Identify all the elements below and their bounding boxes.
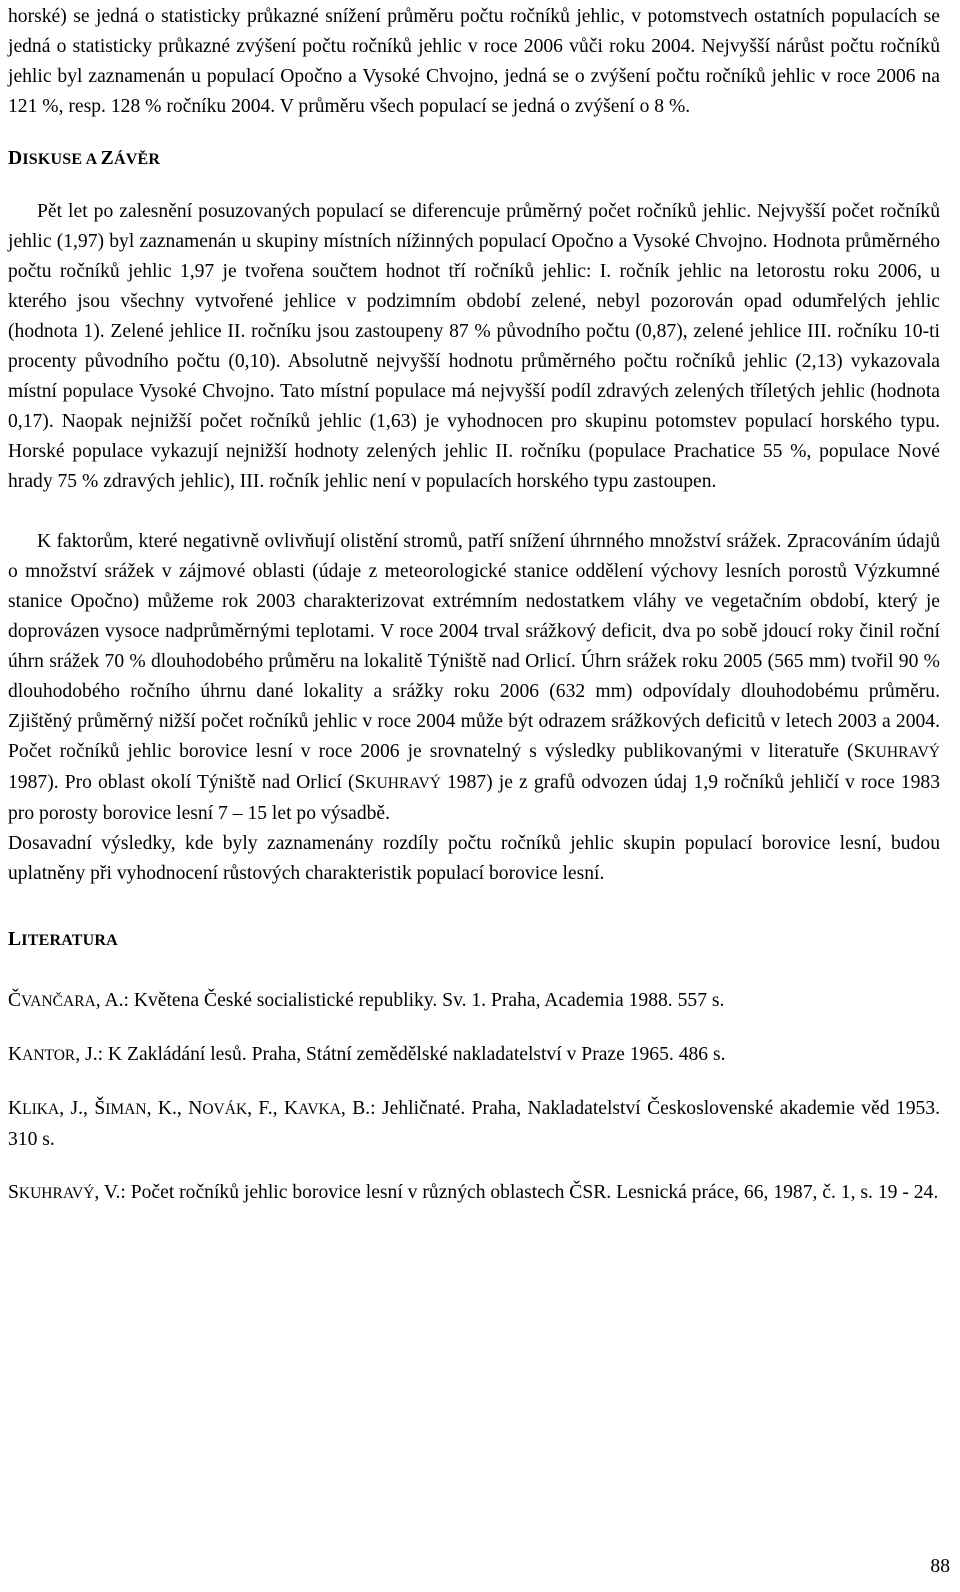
paragraph-text: 1987). Pro oblast okolí Týniště nad Orlicí ( xyxy=(8,772,355,793)
page-content xyxy=(8,2,940,1209)
discussion-paragraph-2 xyxy=(8,527,940,829)
spacer xyxy=(8,889,940,925)
author-rest: OVÁK xyxy=(202,1101,248,1118)
paragraph-text: K faktorům, které negativně ovlivňují olistění stromů, patří snížení úhrnného množství srážek. Zpracováním údajů o množství srážek v zájmové oblasti (údaje z meteorologické stanice oddělení výchovy lesních porostů Výzkumné stanice Opočno) můžeme rok 2003 charakterizovat extrémním nedostatkem vláhy ve vegetačním období, který je doprovázen vysoce nadprůměrnými teplotami. V roce 2004 trval srážkový deficit, dva po sobě jdoucí roky činil roční úhrn srážek 70 % dlouhodobého průměru na lokalitě Týniště nad Orlicí. Úhrn srážek roku 2005 (565 mm) tvořil 90 % dlouhodobého ročního úhrnu dané lokality a srážky roku 2006 (632 mm) odpovídaly dlouhodobému průměru. Zjištěný průměrný nižší počet ročníků jehlic v roce 2004 může být odrazem srážkových deficitů v letech 2003 a 2004. Počet ročníků jehlic borovice lesní v roce 2006 je srovnatelný s výsledky publikovanými v literatuře ( xyxy=(8,531,940,762)
reference-author xyxy=(188,1098,284,1119)
heading-rest: ÁVĚR xyxy=(113,151,161,168)
literature-heading xyxy=(8,925,940,956)
author-rest: AVKA xyxy=(298,1101,341,1118)
discussion-paragraph-1: Pět let po zalesnění posuzovaných populací se diferencuje průměrný počet ročníků jehlic. Nejvyšší počet ročníků jehlic (1,97) byl zaznamenán u skupiny místních nížinných populací Opočno a Vysoké Chvojno. Hodnota průměrného počtu ročníků jehlic 1,97 je tvořena součtem hodnot tří ročníků jehlic: I. ročník jehlic na letorostu roku 2006, u kterého jsou všechny vytvořené jehlice v podzimním období zelené, nebyl pozorován opad odumřelých jehlic (hodnota 1). Zelené jehlice II. ročníku jsou zastoupeny 87 % původního počtu (0,87), zelené jehlice III. ročníku 10-ti procenty původního počtu (0,10). Absolutně nejvyšší hodnotu průměrného počtu ročníků jehlic (2,13) vykazovala místní populace Vysoké Chvojno. Tato místní populace má nejvyšší podíl zdravých zelených tříletých jehlic (hodnota 0,17). Naopak nejnižší počet ročníků jehlic (1,63) je vyhodnocen pro skupinu potomstev populací horského typu. Horské populace vykazují nejnižší hodnoty zelených jehlic II. ročníku (populace Prachatice 55 %, populace Nové hrady 75 % zdravých jehlic), III. ročník jehlic není v populacích horského typu zastoupen. xyxy=(8,201,940,492)
reference-item xyxy=(8,1094,940,1155)
author-initials: , K., xyxy=(146,1098,189,1119)
author-rest: VANČARA xyxy=(21,993,96,1010)
author-initials: , J., xyxy=(59,1098,95,1119)
author-initials: , J. xyxy=(75,1044,98,1065)
citation-cap: S xyxy=(354,772,366,793)
author-cap: K xyxy=(8,1098,23,1119)
reference-author xyxy=(94,1098,188,1119)
reference-author xyxy=(8,1098,94,1119)
author-cap: Š xyxy=(94,1098,106,1119)
reference-author xyxy=(8,990,124,1011)
author-initials: , F., xyxy=(247,1098,284,1119)
reference-author xyxy=(8,1044,98,1065)
reference-text: : Počet ročníků jehlic borovice lesní v různých oblastech ČSR. Lesnická práce, 66, 1987, č. 1, s. 19 - 24. xyxy=(120,1182,939,1203)
spacer xyxy=(8,1155,940,1178)
reference-text: : Jehličnaté. Praha, Nakladatelství Československé akademie věd 1953. 310 s. xyxy=(8,1098,940,1150)
intro-paragraph: horské) se jedná o statisticky průkazné snížení průměru počtu ročníků jehlic, v potomstvech ostatních populacích se jedná o statisticky průkazné zvýšení počtu ročníků jehlic v roce 2006 vůči roku 2004. Nejvyšší nárůst počtu ročníků jehlic byl zaznamenán u populací Opočno a Vysoké Chvojno, jedná se o zvýšení počtu ročníků jehlic v roce 2006 na 121 %, resp. 128 % ročníku 2004. V průměru všech populací se jedná o zvýšení o 8 %. xyxy=(8,6,940,117)
author-rest: IMAN xyxy=(105,1101,147,1118)
reference-author xyxy=(284,1098,370,1119)
spacer xyxy=(8,956,940,986)
author-initials: , B. xyxy=(340,1098,371,1119)
reference-text: : Květena České socialistické republiky. Sv. 1. Praha, Academia 1988. 557 s. xyxy=(123,990,725,1011)
heading-cap: Z xyxy=(100,148,114,169)
page-number: 88 xyxy=(930,1556,950,1577)
paragraph-text: 1987) je z grafů odvozen údaj 1,9 ročníků jehličí v roce 1983 pro porosty borovice lesní 7 – 15 let po výsadbě. xyxy=(8,772,940,824)
spacer xyxy=(8,497,940,527)
author-cap: Č xyxy=(8,990,22,1011)
citation-rest: KUHRAVÝ xyxy=(864,744,940,761)
discussion-paragraph-3: Dosavadní výsledky, kde byly zaznamenány rozdíly počtu ročníků jehlic skupin populací borovice lesní, budou uplatněny při vyhodnocení růstových charakteristik populací borovice lesní. xyxy=(8,833,940,884)
citation-cap: S xyxy=(853,741,865,762)
heading-cap: D xyxy=(8,148,23,169)
reference-list xyxy=(8,956,940,1209)
author-initials: , A. xyxy=(95,990,124,1011)
spacer xyxy=(8,175,940,197)
citation-author xyxy=(854,741,940,762)
spacer xyxy=(8,1071,940,1094)
citation-author xyxy=(354,772,440,793)
reference-author xyxy=(8,1182,120,1203)
heading-cap: L xyxy=(8,929,22,950)
author-rest: ANTOR xyxy=(22,1047,76,1064)
reference-item xyxy=(8,986,940,1017)
reference-item xyxy=(8,1040,940,1071)
author-rest: LIKA xyxy=(22,1101,60,1118)
spacer xyxy=(8,122,940,144)
author-cap: S xyxy=(8,1182,19,1203)
reference-text: : K Zakládání lesů. Praha, Státní zemědělské nakladatelství v Praze 1965. 486 s. xyxy=(97,1044,726,1065)
citation-rest: KUHRAVÝ xyxy=(365,775,441,792)
reference-item xyxy=(8,1178,940,1209)
author-cap: K xyxy=(283,1098,299,1119)
spacer xyxy=(8,1017,940,1040)
heading-rest: ISKUSE A xyxy=(22,151,101,168)
discussion-heading xyxy=(8,144,940,175)
author-cap: N xyxy=(188,1098,203,1119)
heading-rest: ITERATURA xyxy=(21,932,118,949)
author-cap: K xyxy=(8,1044,23,1065)
author-rest: KUHRAVÝ xyxy=(18,1185,95,1202)
author-initials: , V. xyxy=(94,1182,121,1203)
